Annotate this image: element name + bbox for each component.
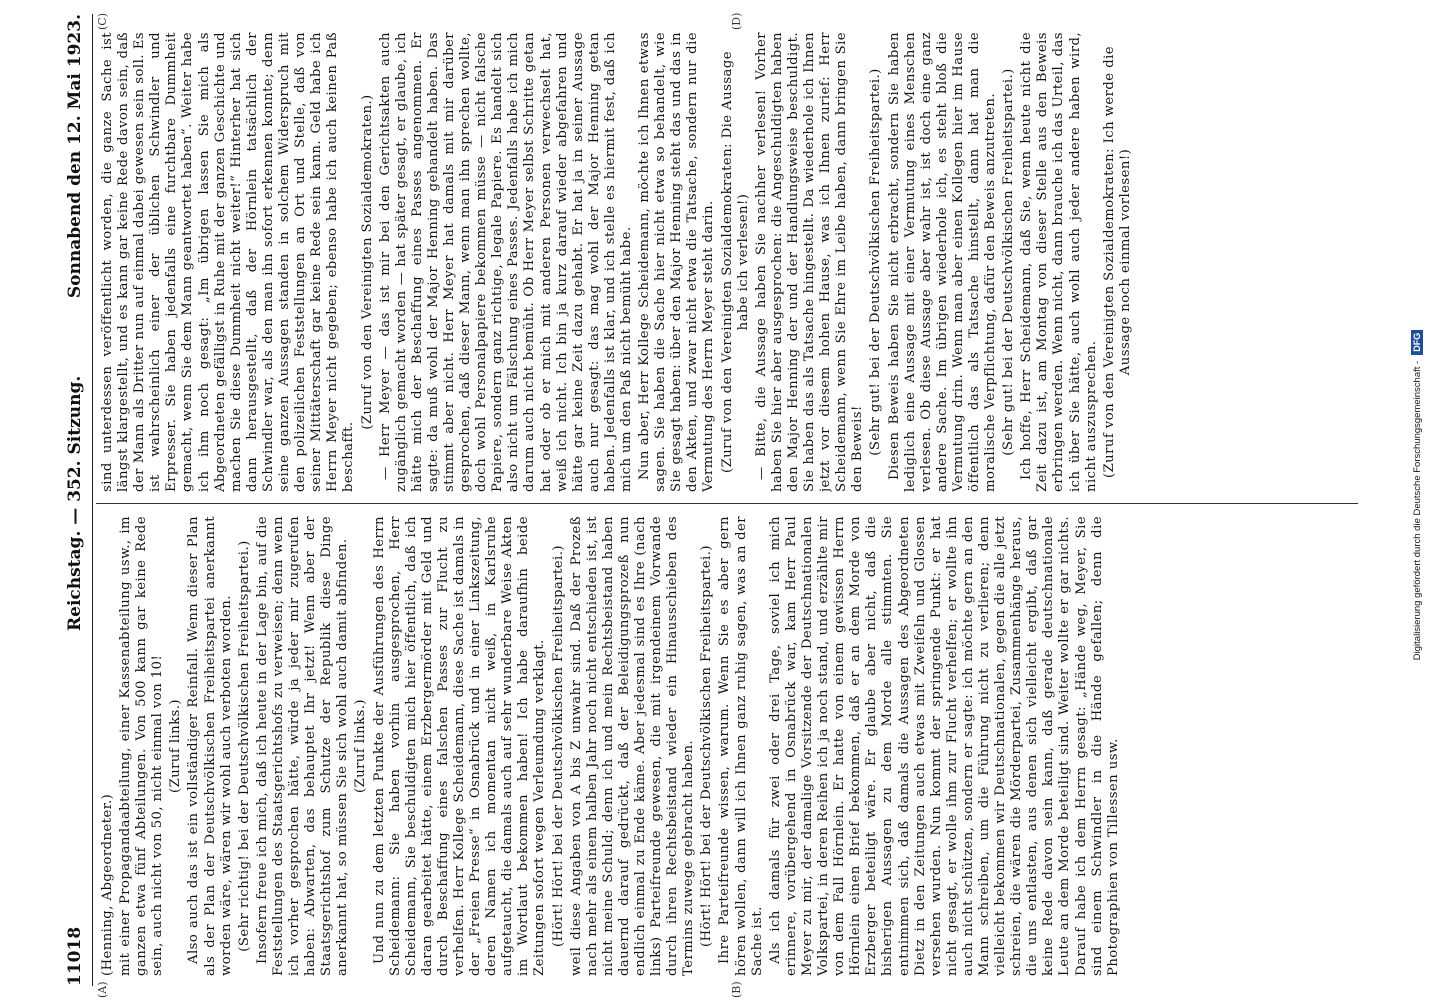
- session-date: Sonnabend den 12. Mai 1923.: [65, 14, 85, 299]
- paragraph: Ihre Parteifreunde wissen, warum. Wenn Sie es aber gern hören wollen, dann will ich Ihnen ganz ruhig sagen, was an der Sache ist.: [717, 516, 765, 976]
- margin-mark-c: (C): [96, 13, 109, 30]
- interjection: (Hört! Hört! bei der Deutschvölkischen Freiheitspartei.): [550, 545, 566, 947]
- margin-mark-b: (B): [730, 981, 743, 998]
- paragraph: sind unterdessen veröffentlicht worden, die ganze Sache ist längst klargestellt, und es kann gar keine Rede davon sein, daß der Mann als Dritter nun auf einmal dabei gewesen sein soll. Es ist wahrscheinlich einer der üblichen Schwindler und Erpresser. Sie haben jedenfalls eine furchtbare Dummheit gemacht, wenn Sie dem Mann geantwortet haben“. Weiter habe ich ihm noch gesagt: „Im übrigen lassen Sie mich als Abgeordneten gefälligst in Ruhe mit der ganzen Geschichte und machen Sie diese Dummheit nicht weiter!“ Hinterher hat sich dann herausgestellt, daß der Hörnlein tatsächlich der Schwindler war, als den man ihn sofort erkennen konnte; denn seine ganzen Aussagen standen in solchem Widerspruch mit den polizeilichen Feststellungen an Ort und Stelle, daß von seiner Mittäterschaft gar keine Rede sein kann. Geld habe ich Herrn Meyer nicht gegeben; ebenso habe ich auch keinen Paß beschafft.: [100, 32, 357, 492]
- margin-mark-d: (D): [730, 12, 743, 30]
- interjection: (Zuruf links.): [168, 699, 184, 793]
- interjection: (Hört! Hört! bei der Deutschvölkischen Freiheitspartei.): [699, 545, 715, 947]
- column-divider: [96, 503, 1358, 504]
- digitization-credit: [1404, 25, 1430, 965]
- paragraph: weil diese Angaben von A bis Z unwahr sind. Daß der Prozeß nach mehr als einem halben Jahr noch nicht entschieden ist, ist nicht meine Schuld; denn ich und mein Rechtsbeistand haben dauernd darauf gedrückt, daß der Beleidigungsprozeß nun endlich einmal zu Ende käme. Aber jedesmal sind es Ihre (nach links) Parteifreunde gewesen, die mit irgendeinem Vorwande durch ihren Rechtsbeistand wieder ein Hinausschieben des Termins zuwege gebracht haben.: [568, 516, 697, 976]
- interjection: (Sehr gut! bei der Deutschvölkischen Freiheitspartei.): [1001, 68, 1017, 456]
- paragraph: Und nun zu dem letzten Punkte der Ausführungen des Herrn Scheidemann: Sie haben vorhin ausgesprochen, Herr Scheidemann, Sie beschuldigten mich hier öffentlich, daß ich daran gearbeitet hätte, einem Erzbergermörder mit Geld und durch Beschaffung eines falschen Passes zur Flucht zu verhelfen. Herr Kollege Scheidemann, diese Sache ist damals in der „Freien Presse“ in Osnabrück und in einer Linkszeitung, deren Namen ich momentan nicht weiß, in Karlsruhe aufgetaucht, die damals auch auf sehr wunderbare Weise Akten im Wortlaut bekommen haben! Ich habe daraufhin beide Zeitungen sofort wegen Verleumdung verklagt.: [371, 516, 548, 976]
- session-title: Reichstag. — 352. Sitzung.: [65, 375, 85, 631]
- interjection: (Zuruf von den Vereinigten Sozialdemokraten: Die Aussage habe ich verlesen!): [719, 51, 751, 474]
- header-rule: [92, 14, 93, 986]
- interjection: (Sehr gut! bei der Deutschvölkischen Freiheitspartei.): [868, 68, 884, 456]
- page-header: [62, 14, 88, 986]
- paragraph: — Bitte, die Aussage haben Sie nachher verlesen! Vorher haben Sie hier aber ausgesprochen: die Angeschuldigten haben den Major Henning der und der Handlungsweise beschuldigt. Sie haben das als Tatsache hingestellt. Da wiederhole ich Ihnen jetzt vor diesem hohen Hause, was ich Ihnen zurief: Herr Scheidemann, wenn Sie Ehre im Leibe haben, dann bringen Sie den Beweis!: [753, 32, 866, 492]
- interjection: (Sehr richtig! bei der Deutschvölkischen Freiheitspartei.): [236, 540, 252, 952]
- paragraph: Also auch das ist ein vollständiger Reinfall. Wenn dieser Plan als der Plan der Deutschvölkischen Freiheitspartei anerkannt worden wäre, wären wir wohl auch verboten worden.: [186, 516, 234, 976]
- left-column: [100, 516, 1360, 976]
- interjection: (Zuruf von den Vereinigten Sozialdemokraten.): [359, 94, 375, 430]
- interjection: (Zuruf von den Vereinigten Sozialdemokraten: Ich werde die Aussage noch einmal vorlesen!): [1101, 45, 1133, 479]
- paragraph: Diesen Beweis haben Sie nicht erbracht, sondern Sie haben lediglich eine Aussage mit einer Vermutung eines Menschen verlesen. Ob diese Aussage aber wahr ist, ist doch eine ganz andere Sache. Im übrigen wiederhole ich, es steht bloß die Vermutung drin. Wenn man aber einen Kollegen hier im Hause öffentlich das als Tatsache hinstellt, dann hat man die moralische Verpflichtung, dafür den Beweis anzutreten.: [886, 32, 999, 492]
- paragraph: Insofern freue ich mich, daß ich heute in der Lage bin, auf die Feststellungen des Staatsgerichtshofs zu verweisen; denn wenn ich vorher gesprochen hätte, würde ja jeder mir zugerufen haben: Abwarten, das behauptet Ihr jetzt! Wenn aber der Staatsgerichtshof zum Schutze der Republik diese Dinge anerkannt hat, so müssen Sie sich wohl auch damit abfinden.: [254, 516, 351, 976]
- paragraph: Nun aber, Herr Kollege Scheidemann, möchte ich Ihnen etwas sagen. Sie haben die Sache hier nicht etwa so behandelt, wie Sie gesagt haben: über den Major Henning steht das und das in den Akten, und zwar nicht etwa die Tatsache, sondern nur die Vermutung des Herrn Meyer steht darin.: [637, 32, 717, 492]
- interjection: (Zuruf links.): [353, 699, 369, 793]
- page-number: 11018: [65, 926, 85, 986]
- right-column: [100, 32, 1360, 492]
- paragraph: Ich hoffe, Herr Scheidemann, daß Sie, wenn heute nicht die Zeit dazu ist, am Montag von dieser Stelle aus den Beweis erbringen werden. Wenn nicht, dann brauche ich das Urteil, das ich über Sie hätte, auch wohl auch jeder andere haben wird, nicht auszusprechen.: [1019, 32, 1099, 492]
- paragraph: Als ich damals für zwei oder drei Tage, soviel ich mich erinnere, vorübergehend in Osnabrück war, kam Herr Paul Meyer zu mir, der damalige Vorsitzende der Deutschnationalen Volkspartei, in deren Reihen ich ja noch stand, und erzählte mir von dem Fall Hörnlein. Er hatte von einem gewissen Herrn Hörnlein einen Brief bekommen, daß er an dem Morde von Erzberger beteiligt wäre. Er glaube aber nicht, daß die bisherigen Aussagen zu dem Morde alle stimmten. Sie entnimmen sich, daß damals die Aussagen des Abgeordneten Dietz in den Zeitungen auch etwas mit Zweifeln und Glossen versehen wurden. Nun kommt der springende Punkt: er hat nicht gesagt, er wolle ihm zur Flucht verhelfen; er wollte ihn auch nicht schützen, sondern er sagte: ich möchte gern an den Mann schreiben, um die Führung nicht zu verlieren; denn vielleicht bekommen wir Deutschnationalen, gegen die alle jetzt schreien, die wären die Mörderpartei, Zusammenhänge heraus, die uns entlasten, aus denen sich vielleicht ergibt, daß gar keine Rede davon sein kann, daß gerade deutschnationale Leute an dem Morde beteiligt sind. Weiter wollte er gar nichts. Darauf habe ich dem Herrn gesagt: „Hände weg, Meyer, Sie sind einem Schwindler in die Hände gefallen; denn die Photographien von Tillessen usw.: [767, 516, 1121, 976]
- credit-text: Digitalisierung gefördert durch die Deutsche Forschungsgemeinschaft -: [1411, 360, 1423, 661]
- paragraph: mit einer Propagandaabteilung, einer Kassenabteilung usw., im ganzen etwa fünf Abteilungen. Von 500 kann gar keine Rede sein, auch nicht von 50, nicht einmal von 10!: [118, 516, 166, 976]
- paragraph: — Herr Meyer — das ist mir bei den Gerichtsakten auch zugänglich gemacht worden — hat später gesagt, er glaube, ich hätte mich der Beschaffung eines Passes angenommen. Er sagte: da muß wohl der Major Henning gehandelt haben. Das stimmt aber nicht. Herr Meyer hat damals mit mir darüber gesprochen, daß dieser Mann, wenn man ihn sprechen wollte, doch wohl Personalpapiere bekommen müsse — nicht falsche Papiere, sondern ganz richtige, legale Papiere. Es handelt sich also nicht um Fälschung eines Passes. Jedenfalls habe ich mich darum auch nicht bemüht. Ob Herr Meyer selbst Schritte getan hat oder ob er mich mit anderen Personen verwechselt hat, weiß ich nicht. Ich bin ja kurz darauf wieder abgefahren und hätte gar keine Zeit dazu gehabt. Er hat ja in seiner Aussage auch nur gesagt: das mag wohl der Major Henning getan haben. Jedenfalls ist klar, und ich stelle es hiermit fest, daß ich mich um den Paß nicht bemüht habe.: [377, 32, 634, 492]
- margin-mark-a: (A): [96, 981, 109, 998]
- speaker-line: (Henning, Abgeordneter.): [100, 793, 115, 976]
- dfg-logo: DFG: [1411, 330, 1423, 355]
